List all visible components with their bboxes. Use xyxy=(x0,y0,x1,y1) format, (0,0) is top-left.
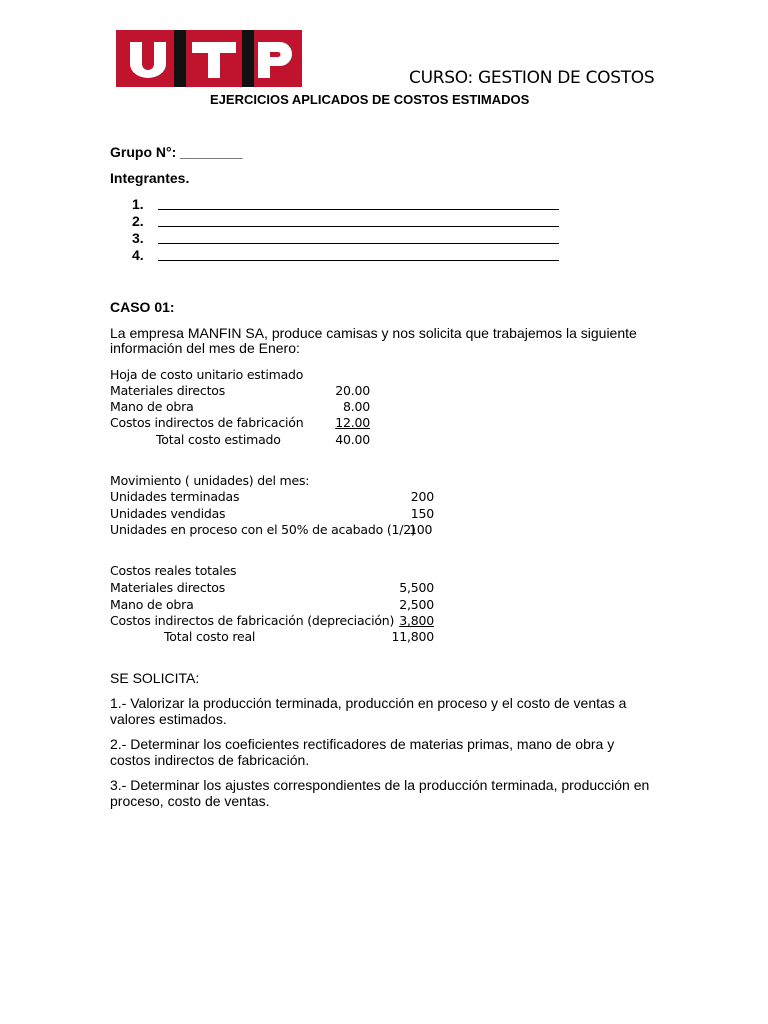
row-label: Materiales directos xyxy=(110,580,226,595)
row-value: 3,800 xyxy=(399,613,434,628)
document-subtitle: EJERCICIOS APLICADOS DE COSTOS ESTIMADOS xyxy=(210,92,530,107)
utp-logo xyxy=(116,30,302,87)
request-item-line: valores estimados. xyxy=(110,711,227,727)
request-title: SE SOLICITA: xyxy=(110,670,200,686)
section-title: Costos reales totales xyxy=(110,563,237,578)
member-line xyxy=(158,242,559,244)
total-label: Total costo real xyxy=(164,629,256,644)
row-value: 20.00 xyxy=(335,383,370,398)
row-label: Costos indirectos de fabricación xyxy=(110,415,304,430)
request-item-line: 3.- Determinar los ajustes correspondientes de la producción terminada, producción en xyxy=(110,777,650,793)
member-number: 4. xyxy=(132,247,144,263)
row-label: Mano de obra xyxy=(110,399,194,414)
case-title: CASO 01: xyxy=(110,299,175,315)
request-item-line: costos indirectos de fabricación. xyxy=(110,752,310,768)
members-label: Integrantes. xyxy=(110,170,190,186)
row-label: Materiales directos xyxy=(110,383,226,398)
request-item-line: 1.- Valorizar la producción terminada, producción en proceso y el costo de ventas a xyxy=(110,695,627,711)
row-value: 150 xyxy=(410,506,434,521)
row-label: Costos indirectos de fabricación (depreciación) xyxy=(110,613,395,628)
row-value: 100 xyxy=(409,522,433,537)
row-value: 8.00 xyxy=(342,399,370,414)
total-value: 40.00 xyxy=(335,432,370,447)
member-line xyxy=(158,259,559,261)
row-label: Unidades en proceso con el 50% de acabado (1/2) xyxy=(110,522,416,537)
row-label: Unidades vendidas xyxy=(110,506,226,521)
member-number: 1. xyxy=(132,196,144,212)
group-number-field: Grupo N°: ________ xyxy=(110,144,243,160)
request-item-line: proceso, costo de ventas. xyxy=(110,793,270,809)
section-title: Movimiento ( unidades) del mes: xyxy=(110,473,310,488)
row-value: 2,500 xyxy=(399,597,434,612)
course-title: CURSO: GESTION DE COSTOS xyxy=(409,68,655,88)
row-label: Mano de obra xyxy=(110,597,194,612)
total-value: 11,800 xyxy=(391,629,434,644)
row-label: Unidades terminadas xyxy=(110,489,240,504)
request-item-line: 2.- Determinar los coeficientes rectificadores de materias primas, mano de obra y xyxy=(110,736,615,752)
total-label: Total costo estimado xyxy=(156,432,281,447)
case-intro: La empresa MANFIN SA, produce camisas y nos solicita que trabajemos la siguiente información del mes de Enero: xyxy=(110,325,637,356)
member-line xyxy=(158,208,559,210)
member-number: 2. xyxy=(132,213,144,229)
row-value: 5,500 xyxy=(399,580,434,595)
member-line xyxy=(158,225,559,227)
row-value: 12.00 xyxy=(335,415,370,430)
member-number: 3. xyxy=(132,230,144,246)
row-value: 200 xyxy=(410,489,434,504)
section-title: Hoja de costo unitario estimado xyxy=(110,367,304,382)
